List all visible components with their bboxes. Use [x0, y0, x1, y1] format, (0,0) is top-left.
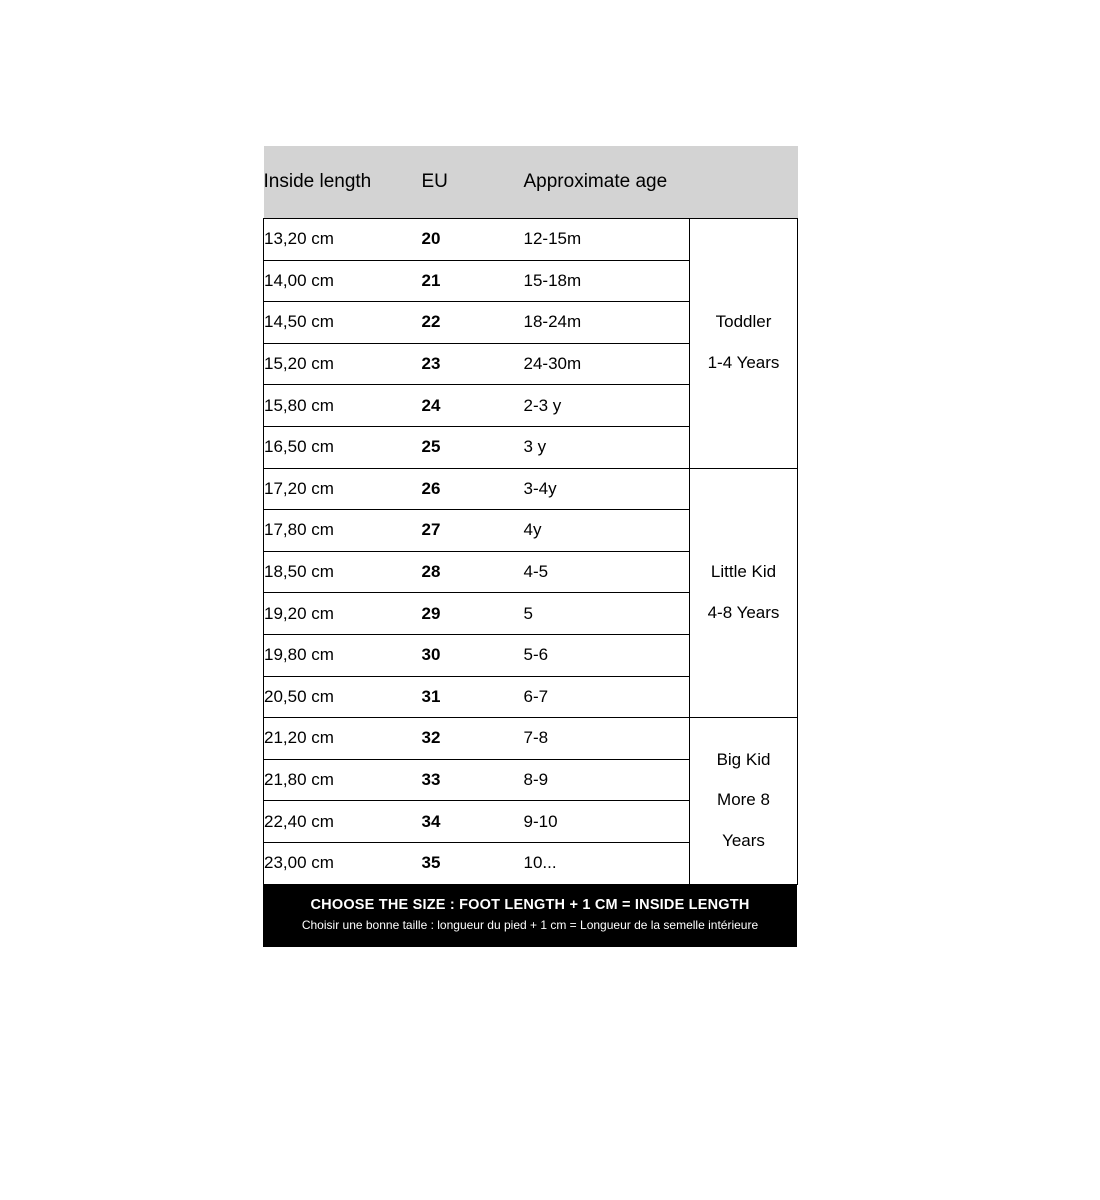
cell-inside-length: 17,80 cm — [264, 510, 422, 552]
table-row — [264, 219, 798, 261]
cell-inside-length: 19,20 cm — [264, 593, 422, 635]
cell-group-big-kid — [690, 718, 798, 884]
footer-instruction-english: CHOOSE THE SIZE : FOOT LENGTH + 1 CM = INSIDE LENGTH — [310, 896, 750, 913]
cell-eu: 34 — [422, 801, 524, 843]
table-body — [264, 219, 798, 885]
cell-age: 15-18m — [524, 260, 690, 302]
cell-age: 5-6 — [524, 634, 690, 676]
cell-eu: 27 — [422, 510, 524, 552]
cell-age: 12-15m — [524, 219, 690, 261]
cell-age: 10... — [524, 842, 690, 884]
column-header-group — [690, 146, 798, 219]
cell-eu: 23 — [422, 343, 524, 385]
size-chart-table — [263, 146, 798, 885]
cell-inside-length: 18,50 cm — [264, 551, 422, 593]
cell-inside-length: 13,20 cm — [264, 219, 422, 261]
cell-age: 6-7 — [524, 676, 690, 718]
group-label-line3: Years — [722, 831, 765, 851]
cell-inside-length: 21,20 cm — [264, 718, 422, 760]
cell-age: 5 — [524, 593, 690, 635]
cell-age: 9-10 — [524, 801, 690, 843]
cell-eu: 31 — [422, 676, 524, 718]
cell-inside-length: 17,20 cm — [264, 468, 422, 510]
table-header-row — [264, 146, 798, 219]
table-row — [264, 468, 798, 510]
cell-eu: 24 — [422, 385, 524, 427]
cell-inside-length: 19,80 cm — [264, 634, 422, 676]
cell-inside-length: 16,50 cm — [264, 426, 422, 468]
cell-eu: 33 — [422, 759, 524, 801]
cell-eu: 30 — [422, 634, 524, 676]
cell-age: 3 y — [524, 426, 690, 468]
cell-age: 4y — [524, 510, 690, 552]
cell-age: 18-24m — [524, 302, 690, 344]
cell-age: 2-3 y — [524, 385, 690, 427]
cell-eu: 35 — [422, 842, 524, 884]
cell-inside-length: 22,40 cm — [264, 801, 422, 843]
group-label-line2: More 8 — [717, 790, 770, 810]
cell-inside-length: 20,50 cm — [264, 676, 422, 718]
group-label-line1: Little Kid — [710, 562, 777, 582]
cell-age: 3-4y — [524, 468, 690, 510]
cell-inside-length: 15,20 cm — [264, 343, 422, 385]
cell-eu: 21 — [422, 260, 524, 302]
cell-inside-length: 15,80 cm — [264, 385, 422, 427]
cell-eu: 29 — [422, 593, 524, 635]
cell-eu: 25 — [422, 426, 524, 468]
cell-eu: 22 — [422, 302, 524, 344]
cell-age: 8-9 — [524, 759, 690, 801]
cell-age: 24-30m — [524, 343, 690, 385]
group-label-line1: Toddler — [715, 312, 772, 332]
footer-banner — [263, 885, 797, 948]
group-label-line2: 4-8 Years — [707, 602, 780, 622]
column-header-eu: EU — [422, 146, 524, 219]
cell-group-little-kid — [690, 468, 798, 718]
cell-age: 7-8 — [524, 718, 690, 760]
cell-age: 4-5 — [524, 551, 690, 593]
cell-inside-length: 23,00 cm — [264, 842, 422, 884]
cell-eu: 28 — [422, 551, 524, 593]
cell-inside-length: 21,80 cm — [264, 759, 422, 801]
size-chart — [263, 146, 797, 947]
cell-group-toddler — [690, 219, 798, 469]
column-header-inside-length: Inside length — [264, 146, 422, 219]
group-label-line1: Big Kid — [716, 749, 771, 769]
column-header-approximate-age: Approximate age — [524, 146, 690, 219]
footer-instruction-french: Choisir une bonne taille : longueur du pied + 1 cm = Longueur de la semelle intérieure — [301, 918, 759, 933]
cell-eu: 26 — [422, 468, 524, 510]
cell-eu: 32 — [422, 718, 524, 760]
group-label-line2: 1-4 Years — [707, 353, 780, 373]
table-row — [264, 718, 798, 760]
cell-inside-length: 14,00 cm — [264, 260, 422, 302]
table-header — [264, 146, 798, 219]
cell-eu: 20 — [422, 219, 524, 261]
cell-inside-length: 14,50 cm — [264, 302, 422, 344]
